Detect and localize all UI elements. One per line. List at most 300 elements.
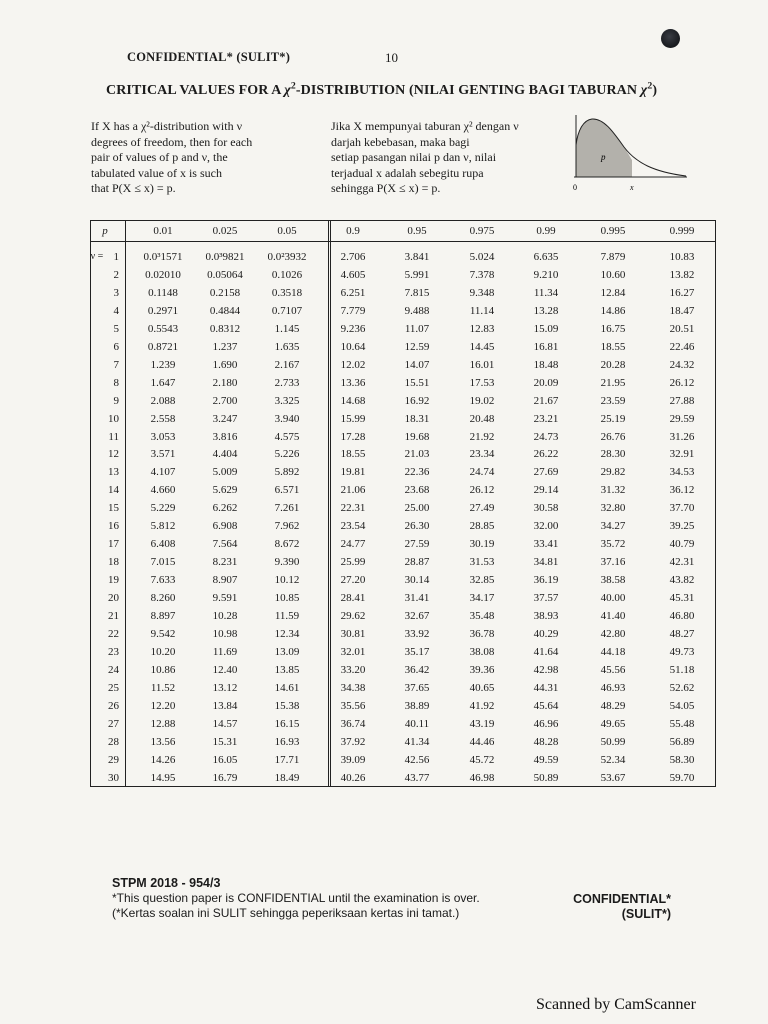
table-cell: 13.85 [274, 663, 300, 676]
column-header: 0.99 [536, 225, 556, 237]
table-cell: 34.53 [669, 466, 695, 479]
origin-label: 0 [573, 183, 577, 192]
table-cell: 29.14 [533, 484, 559, 497]
confidential-note-ms: (*Kertas soalan ini SULIT sehingga peperiksaan kertas ini tamat.) [112, 906, 460, 920]
row-nu-label: 15 [108, 502, 119, 515]
table-cell: 39.36 [469, 663, 495, 676]
table-cell: 0.2158 [209, 286, 241, 299]
table-cell: 0.5543 [147, 322, 179, 335]
table-cell: 11.59 [274, 610, 300, 622]
table-cell: 27.49 [469, 502, 495, 515]
table-cell: 22.36 [404, 466, 430, 479]
table-cell: 38.58 [600, 574, 626, 587]
table-cell: 10.83 [669, 251, 695, 263]
table-cell: 46.93 [600, 681, 626, 694]
table-cell: 19.81 [340, 466, 366, 479]
table-cell: 27.20 [340, 574, 366, 587]
intro-en-line: If X has a χ²-distribution with ν [91, 119, 242, 133]
table-cell: 19.02 [469, 394, 495, 407]
table-cell: 0.8721 [147, 340, 179, 353]
intro-en-line: tabulated value of x is such [91, 165, 222, 180]
table-cell: 42.80 [600, 627, 626, 640]
table-cell: 5.892 [274, 466, 300, 479]
table-cell: 0.02010 [145, 268, 181, 281]
table-cell: 3.325 [274, 394, 300, 407]
table-cell: 9.390 [274, 556, 300, 569]
column-header: 0.01 [153, 225, 173, 237]
table-cell: 26.22 [533, 448, 559, 461]
table-cell: 20.48 [469, 412, 495, 425]
table-cell: 28.87 [404, 556, 430, 569]
table-cell: 10.98 [212, 627, 238, 640]
intro-en-line: pair of values of p and ν, the [91, 150, 228, 164]
row-nu-label: 12 [108, 448, 119, 461]
table-cell: 0.2971 [147, 304, 179, 317]
intro-ms-line: terjadual x adalah sebegitu rupa [331, 165, 484, 180]
table-cell: 7.879 [600, 251, 626, 263]
row-nu-label: 13 [108, 466, 119, 479]
table-cell: 45.72 [469, 753, 495, 766]
table-cell: 44.18 [600, 645, 626, 658]
table-cell: 1.690 [212, 358, 238, 371]
table-cell: 9.542 [150, 627, 176, 640]
page-title [106, 80, 658, 99]
table-cell: 24.74 [469, 466, 495, 479]
table-cell: 48.29 [600, 699, 626, 712]
table-cell: 25.19 [600, 412, 626, 425]
table-cell: 16.92 [404, 394, 430, 407]
table-cell: 16.01 [469, 358, 495, 371]
nu-prefix: ν = [90, 251, 104, 262]
table-cell: 46.98 [469, 771, 495, 784]
table-cell: 42.31 [669, 556, 695, 569]
table-cell: 45.31 [669, 592, 695, 605]
intro-en-line: degrees of freedom, then for each [91, 134, 253, 149]
row-nu-label: 6 [113, 340, 119, 353]
table-cell: 0.7107 [271, 304, 303, 317]
row-nu-label: 14 [108, 484, 119, 497]
table-cell: 40.29 [533, 627, 559, 640]
table-cell: 26.12 [669, 376, 695, 389]
table-cell: 30.19 [469, 538, 495, 551]
table-cell: 14.07 [404, 358, 430, 371]
header-p-label: p [102, 225, 108, 237]
intro-ms-line: darjah kebebasan, maka bagi [331, 134, 470, 149]
table-cell: 21.06 [340, 484, 366, 497]
table-cell: 11.07 [404, 322, 430, 335]
table-cell: 10.28 [212, 610, 238, 622]
table-cell: 18.31 [404, 412, 430, 425]
table-cell: 8.260 [150, 592, 176, 605]
table-cell: 3.571 [150, 448, 176, 461]
scanner-watermark: Scanned by CamScanner [536, 996, 696, 1013]
table-cell: 32.00 [533, 520, 559, 533]
header-confidential: CONFIDENTIAL* (SULIT*) [127, 50, 291, 64]
column-header: 0.999 [669, 225, 695, 237]
table-cell: 33.20 [340, 663, 366, 676]
table-cell: 7.378 [469, 268, 495, 281]
table-cell: 28.30 [600, 448, 626, 461]
table-cell: 50.99 [600, 735, 626, 748]
table-cell: 7.564 [212, 538, 238, 551]
table-cell: 23.68 [404, 484, 430, 497]
row-nu-label: 8 [113, 376, 119, 389]
area-label: p [601, 152, 606, 162]
table-cell: 31.32 [600, 484, 626, 497]
table-cell: 55.48 [669, 717, 695, 730]
intro-english [91, 119, 294, 197]
table-cell: 37.65 [404, 681, 430, 694]
table-cell: 49.73 [669, 645, 695, 658]
table-cell: 37.92 [340, 735, 366, 748]
row-nu-label: 29 [108, 753, 119, 766]
table-cell: 18.48 [533, 358, 559, 371]
table-cell: 15.31 [212, 735, 238, 748]
table-cell: 25.00 [404, 502, 430, 515]
table-cell: 28.41 [340, 592, 366, 605]
table-cell: 12.20 [150, 699, 176, 712]
table-cell: 5.009 [212, 466, 238, 479]
table-cell: 0.1026 [271, 268, 303, 281]
table-cell: 14.86 [600, 304, 626, 317]
table-cell: 37.16 [600, 556, 626, 569]
table-cell: 5.226 [274, 448, 300, 461]
table-cell: 6.908 [212, 520, 238, 533]
table-cell: 35.56 [340, 699, 366, 712]
column-divider [125, 221, 126, 786]
table-cell: 17.71 [274, 753, 300, 766]
table-cell: 45.56 [600, 663, 626, 676]
table-cell: 29.62 [340, 610, 366, 622]
table-cell: 35.48 [469, 610, 495, 622]
row-nu-label: 21 [108, 610, 119, 622]
table-cell: 38.08 [469, 645, 495, 658]
table-cell: 6.571 [274, 484, 300, 497]
row-nu-label: 20 [108, 592, 119, 605]
page-number: 10 [385, 50, 398, 65]
table-cell: 7.779 [340, 304, 366, 317]
table-cell: 11.34 [533, 286, 559, 299]
table-cell: 16.05 [212, 753, 238, 766]
table-cell: 12.40 [212, 663, 238, 676]
intro-ms-line: setiap pasangan nilai p dan ν, nilai [331, 150, 497, 164]
table-cell: 43.82 [669, 574, 695, 587]
table-cell: 16.15 [274, 717, 300, 730]
table-cell: 40.65 [469, 681, 495, 694]
title-sup-1: 2 [290, 80, 296, 92]
table-cell: 3.816 [212, 430, 238, 443]
table-cell: 39.25 [669, 520, 695, 533]
table-cell: 43.19 [469, 717, 495, 730]
table-cell: 0.1148 [148, 286, 178, 299]
table-cell: 27.88 [669, 394, 695, 407]
table-cell: 18.49 [274, 771, 300, 784]
row-nu-label: 9 [113, 394, 119, 407]
table-cell: 13.82 [669, 268, 695, 281]
table-cell: 0.8312 [209, 322, 241, 335]
table-cell: 14.57 [212, 717, 238, 730]
table-cell: 9.210 [533, 268, 559, 281]
table-cell: 36.19 [533, 574, 559, 587]
table-cell: 52.34 [600, 753, 626, 766]
table-cell: 10.60 [600, 268, 626, 281]
table-cell: 34.38 [340, 681, 366, 694]
table-cell: 18.47 [669, 304, 695, 317]
table-cell: 4.404 [212, 448, 238, 461]
footer-confidential-en: CONFIDENTIAL* [573, 892, 671, 906]
row-nu-label: 19 [108, 574, 119, 587]
title-sup-2: 2 [647, 80, 653, 92]
table-cell: 2.700 [212, 394, 238, 407]
table-cell: 15.09 [533, 322, 559, 335]
table-cell: 46.80 [669, 610, 695, 622]
table-cell: 0.0³9821 [205, 251, 245, 263]
table-cell: 13.84 [212, 699, 238, 712]
table-cell: 2.733 [274, 376, 300, 389]
table-cell: 23.34 [469, 448, 495, 461]
row-nu-label: 24 [108, 663, 119, 676]
table-cell: 10.86 [150, 663, 176, 676]
column-header: 0.995 [600, 225, 626, 237]
row-nu-label: 18 [108, 556, 119, 569]
table-cell: 28.85 [469, 520, 495, 533]
table-cell: 44.46 [469, 735, 495, 748]
table-cell: 6.635 [533, 251, 559, 263]
table-cell: 15.38 [274, 699, 300, 712]
table-cell: 59.70 [669, 771, 695, 784]
table-cell: 10.20 [150, 645, 176, 658]
table-cell: 21.95 [600, 376, 626, 389]
table-cell: 48.27 [669, 627, 695, 640]
table-cell: 26.30 [404, 520, 430, 533]
table-cell: 6.262 [212, 502, 238, 515]
table-cell: 12.34 [274, 627, 300, 640]
table-cell: 12.84 [600, 286, 626, 299]
table-cell: 41.92 [469, 699, 495, 712]
column-header: 0.9 [346, 225, 360, 237]
table-cell: 17.53 [469, 376, 495, 389]
table-cell: 30.58 [533, 502, 559, 515]
table-cell: 14.45 [469, 340, 495, 353]
table-cell: 1.237 [212, 340, 238, 353]
intro-ms-line: Jika X mempunyai taburan χ² dengan ν [331, 119, 519, 133]
table-cell: 53.67 [600, 771, 626, 784]
table-cell: 10.64 [340, 340, 366, 353]
row-nu-label: 16 [108, 520, 119, 533]
table-cell: 36.78 [469, 627, 495, 640]
table-cell: 41.40 [600, 610, 626, 622]
table-cell: 18.55 [600, 340, 626, 353]
table-cell: 21.03 [404, 448, 430, 461]
table-cell: 4.605 [340, 268, 366, 281]
table-cell: 3.053 [150, 430, 176, 443]
table-cell: 36.74 [340, 717, 366, 730]
table-cell: 1.635 [274, 340, 300, 353]
row-nu-label: 4 [113, 304, 119, 317]
table-cell: 7.015 [150, 556, 176, 569]
table-cell: 8.231 [212, 556, 238, 569]
table-cell: 19.68 [404, 430, 430, 443]
table-cell: 15.99 [340, 412, 366, 425]
title-pre: CRITICAL VALUES FOR A [106, 83, 285, 98]
x-value-label: x [630, 183, 634, 192]
table-cell: 5.812 [150, 520, 176, 533]
table-cell: 40.26 [340, 771, 366, 784]
table-cell: 26.76 [600, 430, 626, 443]
table-cell: 45.64 [533, 699, 559, 712]
table-cell: 16.81 [533, 340, 559, 353]
table-cell: 14.95 [150, 771, 176, 784]
table-cell: 4.107 [150, 466, 176, 479]
table-cell: 26.12 [469, 484, 495, 497]
row-nu-label: 23 [108, 645, 119, 658]
table-cell: 54.05 [669, 699, 695, 712]
table-cell: 7.815 [404, 286, 430, 299]
table-cell: 32.91 [669, 448, 695, 461]
table-cell: 37.70 [669, 502, 695, 515]
table-cell: 14.26 [150, 753, 176, 766]
table-cell: 12.59 [404, 340, 430, 353]
table-cell: 21.67 [533, 394, 559, 407]
table-cell: 24.32 [669, 358, 695, 371]
table-cell: 17.28 [340, 430, 366, 443]
table-cell: 51.18 [669, 663, 695, 676]
table-cell: 9.236 [340, 322, 366, 335]
table-cell: 40.79 [669, 538, 695, 551]
table-cell: 7.633 [150, 574, 176, 587]
column-header: 0.05 [277, 225, 297, 237]
table-cell: 20.51 [669, 322, 695, 335]
table-cell: 41.64 [533, 645, 559, 658]
table-cell: 11.52 [150, 681, 176, 694]
table-cell: 30.81 [340, 627, 366, 640]
table-cell: 32.85 [469, 574, 495, 587]
table-cell: 50.89 [533, 771, 559, 784]
chi-square-curve-figure [570, 115, 688, 195]
row-nu-label: 11 [108, 430, 119, 443]
table-cell: 24.77 [340, 538, 366, 551]
table-cell: 34.81 [533, 556, 559, 569]
table-cell: 3.940 [274, 412, 300, 425]
table-cell: 25.99 [340, 556, 366, 569]
table-cell: 21.92 [469, 430, 495, 443]
table-cell: 46.96 [533, 717, 559, 730]
table-cell: 36.42 [404, 663, 430, 676]
row-nu-label: 22 [108, 627, 119, 640]
table-cell: 0.4844 [209, 304, 241, 317]
table-cell: 5.991 [404, 268, 430, 281]
table-cell: 2.180 [212, 376, 238, 389]
table-cell: 5.229 [150, 502, 176, 515]
title-mid: -DISTRIBUTION (NILAI GENTING BAGI TABURAN [295, 83, 641, 98]
table-cell: 1.239 [150, 358, 176, 371]
intro-malay [331, 119, 543, 197]
table-cell: 29.82 [600, 466, 626, 479]
table-cell: 3.247 [212, 412, 238, 425]
table-cell: 34.27 [600, 520, 626, 533]
table-cell: 14.68 [340, 394, 366, 407]
column-header: 0.025 [212, 225, 238, 237]
table-cell: 32.80 [600, 502, 626, 515]
table-cell: 15.51 [404, 376, 430, 389]
table-cell: 49.65 [600, 717, 626, 730]
row-nu-label: 7 [113, 358, 119, 371]
table-cell: 5.629 [212, 484, 238, 497]
row-nu-label: 30 [108, 771, 119, 784]
confidential-note-en: *This question paper is CONFIDENTIAL until the examination is over. [112, 891, 480, 905]
shaded-area [576, 119, 632, 177]
table-cell: 36.12 [669, 484, 695, 497]
table-cell: 20.28 [600, 358, 626, 371]
table-cell: 8.907 [212, 574, 238, 587]
column-header: 0.975 [469, 225, 495, 237]
row-nu-label: 5 [113, 322, 119, 335]
table-cell: 4.575 [274, 430, 300, 443]
intro-en-line: that P(X ≤ x) = p. [91, 181, 176, 195]
table-cell: 49.59 [533, 753, 559, 766]
table-cell: 42.98 [533, 663, 559, 676]
table-cell: 52.62 [669, 681, 695, 694]
table-cell: 42.56 [404, 753, 430, 766]
table-cell: 34.17 [469, 592, 495, 605]
table-cell: 30.14 [404, 574, 430, 587]
table-cell: 10.85 [274, 592, 300, 605]
table-cell: 2.088 [150, 394, 176, 407]
table-cell: 56.89 [669, 735, 695, 748]
table-cell: 0.0²3932 [267, 251, 307, 263]
table-cell: 13.12 [212, 681, 238, 694]
table-cell: 14.61 [274, 681, 300, 694]
table-cell: 11.14 [469, 304, 495, 317]
table-cell: 2.558 [150, 412, 176, 425]
table-cell: 16.27 [669, 286, 695, 299]
table-cell: 23.21 [533, 412, 559, 425]
table-cell: 6.251 [340, 286, 366, 299]
table-cell: 7.962 [274, 520, 300, 533]
row-nu-label: 28 [108, 735, 119, 748]
title-chi-2: χ [640, 83, 648, 98]
table-cell: 39.09 [340, 753, 366, 766]
table-cell: 43.77 [404, 771, 430, 784]
table-cell: 40.11 [404, 717, 430, 730]
row-nu-label: 26 [108, 699, 119, 712]
table-cell: 8.897 [150, 610, 176, 622]
table-cell: 3.841 [404, 251, 430, 263]
table-cell: 16.93 [274, 735, 300, 748]
table-cell: 5.024 [469, 251, 495, 263]
row-nu-label: 3 [113, 286, 119, 299]
table-cell: 4.660 [150, 484, 176, 497]
table-cell: 12.83 [469, 322, 495, 335]
table-cell: 12.02 [340, 358, 366, 371]
table-cell: 27.69 [533, 466, 559, 479]
table-cell: 23.54 [340, 520, 366, 533]
table-cell: 40.00 [600, 592, 626, 605]
intro-ms-line: sehingga P(X ≤ x) = p. [331, 181, 441, 195]
table-cell: 7.261 [274, 502, 300, 515]
table-cell: 13.56 [150, 735, 176, 748]
table-cell: 32.67 [404, 610, 430, 622]
table-cell: 44.31 [533, 681, 559, 694]
row-nu-label: 1 [113, 251, 119, 263]
table-cell: 1.145 [274, 322, 300, 335]
table-cell: 0.0³1571 [143, 251, 183, 263]
table-cell: 37.57 [533, 592, 559, 605]
table-cell: 38.89 [404, 699, 430, 712]
table-cell: 27.59 [404, 538, 430, 551]
table-cell: 18.55 [340, 448, 366, 461]
table-cell: 31.53 [469, 556, 495, 569]
